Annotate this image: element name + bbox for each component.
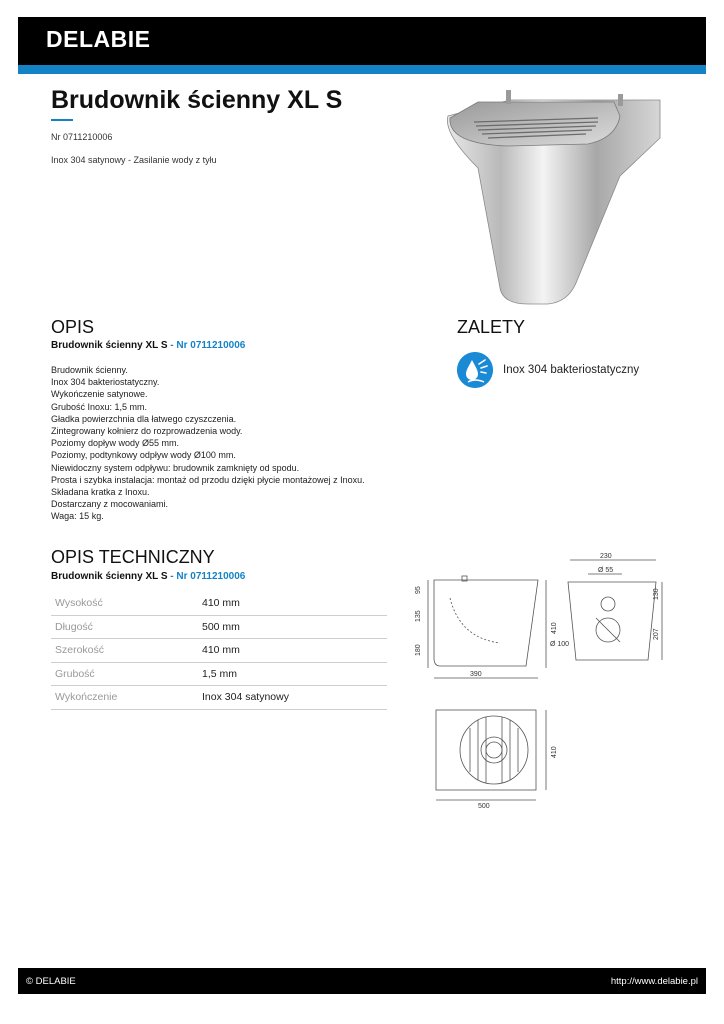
- description-sep: -: [167, 340, 177, 351]
- dim-side-410: 410: [551, 622, 558, 634]
- description-line: Poziomy, podtynkowy odpływ wody Ø100 mm.: [51, 450, 236, 461]
- technical-product-code: Nr 0711210006: [176, 571, 246, 582]
- advantages-heading: ZALETY: [457, 317, 526, 337]
- dim-side-135: 135: [415, 610, 422, 622]
- spec-label: Wykończenie: [51, 686, 198, 710]
- spec-label: Grubość: [51, 662, 198, 686]
- description-product-code: Nr 0711210006: [176, 340, 246, 351]
- technical-subheading: [51, 571, 245, 582]
- description-line: Gładka powierzchnia dla łatwego czyszczenia.: [51, 413, 237, 424]
- description-line: Grubość Inoxu: 1,5 mm.: [51, 401, 148, 412]
- table-row: [51, 639, 387, 663]
- footer-copyright: © DELABIE: [26, 976, 76, 987]
- table-row: [51, 592, 387, 615]
- spec-value: 410 mm: [198, 639, 387, 663]
- description-line: Składana kratka z Inoxu.: [51, 487, 150, 498]
- dim-side-95: 95: [415, 586, 422, 594]
- technical-spec-table: [51, 592, 387, 710]
- dim-side-180: 180: [415, 644, 422, 656]
- title-underline: [51, 119, 73, 121]
- table-row: [51, 662, 387, 686]
- description-heading: OPIS: [51, 317, 95, 337]
- spec-label: Wysokość: [51, 592, 198, 615]
- technical-drawings: [400, 548, 690, 813]
- description-subheading: [51, 340, 245, 351]
- description-line: Zintegrowany kołnierz do rozprowadzenia wody.: [51, 426, 243, 437]
- table-row: [51, 615, 387, 639]
- dim-front-207: 207: [653, 628, 660, 640]
- dim-top-500: 500: [478, 803, 490, 810]
- accent-bar: [18, 65, 706, 74]
- technical-product-name: Brudownik ścienny XL S: [51, 571, 168, 582]
- description-line: Brudownik ścienny.: [51, 365, 128, 375]
- description-line: Waga: 15 kg.: [51, 511, 104, 522]
- header-bar: [18, 17, 706, 65]
- description-line: Inox 304 bakteriostatyczny.: [51, 377, 160, 388]
- description-line: Dostarczany z mocowaniami.: [51, 499, 169, 510]
- dim-front-130: 130: [653, 588, 660, 600]
- spec-label: Szerokość: [51, 639, 198, 663]
- page-title: Brudownik ścienny XL S: [51, 86, 343, 114]
- description-text: [51, 364, 365, 523]
- dim-top-410: 410: [551, 746, 558, 758]
- top-view-drawing: [436, 710, 546, 800]
- spec-value: 410 mm: [198, 592, 387, 615]
- description-line: Prosta i szybka instalacja: montaż od przodu dzięki płycie montażowej z Inoxu.: [51, 474, 365, 485]
- product-reference: Nr 0711210006: [51, 132, 113, 142]
- description-line: Niewidoczny system odpływu: brudownik zamknięty od spodu.: [51, 462, 300, 473]
- table-row: [51, 686, 387, 710]
- advantage-label: Inox 304 bakteriostatyczny: [503, 364, 640, 376]
- product-subtitle: Inox 304 satynowy - Zasilanie wody z tyłu: [51, 155, 217, 165]
- footer-website-link[interactable]: http://www.delabie.pl: [610, 976, 698, 987]
- front-view-drawing: [568, 560, 662, 660]
- technical-heading: OPIS TECHNICZNY: [51, 547, 215, 567]
- technical-sep: -: [167, 571, 177, 582]
- spec-value: 1,5 mm: [198, 662, 387, 686]
- description-line: Poziomy dopływ wody Ø55 mm.: [51, 438, 180, 449]
- delabie-logo: DELABIE: [46, 26, 151, 52]
- footer-bar: [18, 968, 706, 994]
- dim-side-390: 390: [470, 671, 482, 678]
- description-line: Wykończenie satynowe.: [51, 389, 148, 400]
- antibacterial-droplet-icon: [457, 352, 493, 388]
- dim-front-d55: Ø 55: [598, 567, 614, 574]
- dim-front-d100: Ø 100: [550, 641, 570, 648]
- side-view-drawing: [428, 576, 546, 678]
- spec-value: Inox 304 satynowy: [198, 686, 387, 710]
- spec-value: 500 mm: [198, 615, 387, 639]
- description-product-name: Brudownik ścienny XL S: [51, 340, 168, 351]
- product-photo: [438, 88, 668, 308]
- spec-label: Długość: [51, 615, 198, 639]
- dim-front-230: 230: [600, 553, 612, 560]
